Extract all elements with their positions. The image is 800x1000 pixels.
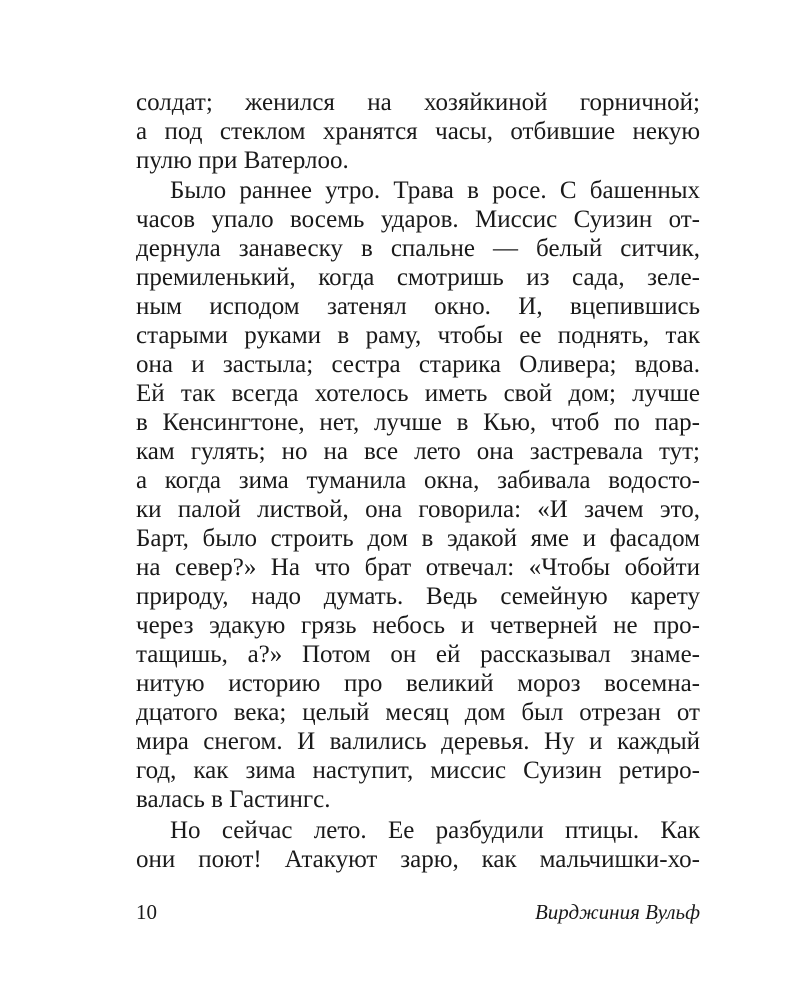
text-line: год, как зима наступит, миссис Суизин ретиро- [136,757,700,784]
text-line: она и застыла; сестра старика Оливера; вдова. [136,351,700,378]
text-line: часов упало восемь ударов. Миссис Суизин от- [136,206,700,233]
text-line: валась в Гастингс. [136,786,331,813]
text-line: Барт, было строить дом в эдакой яме и фасадом [136,525,700,552]
text-line: Ей так всегда хотелось иметь свой дом; лучше [136,380,700,407]
text-line: старыми руками в раму, чтобы ее поднять, так [136,322,700,349]
text-line: солдат; женился на хозяйкиной горничной; [136,89,700,116]
text-line: природу, надо думать. Ведь семейную карету [136,583,700,610]
page-number: 10 [136,900,157,924]
text-line: а под стеклом хранятся часы, отбившие некую [136,118,700,145]
text-line: через эдакую грязь небось и четверней не про- [136,612,700,639]
text-line: кам гулять; но на все лето она застревала тут; [136,438,700,465]
text-line: ным исподом затенял окно. И, вцепившись [136,293,700,320]
text-line: дернула занавеску в спальне — белый ситчик, [136,235,700,262]
text-line: мира снегом. И валились деревья. Ну и каждый [136,728,700,755]
text-line: дцатого века; целый месяц дом был отрезан от [136,699,700,726]
text-line: ки палой листвой, она говорила: «И зачем это, [136,496,700,523]
text-line: на север?» На что брат отвечал: «Чтобы обойти [136,554,700,581]
text-line: пулю при Ватерлоо. [136,147,349,174]
text-line: премиленький, когда смотришь из сада, зеле- [136,264,700,291]
text-line: они поют! Атакуют зарю, как мальчишки-хо- [136,846,700,873]
text-line: а когда зима туманила окна, забивала водосто- [136,467,700,494]
text-line: нитую историю про великий мороз восемна- [136,670,700,697]
text-line: Но сейчас лето. Ее разбудили птицы. Как [170,817,700,844]
text-line: в Кенсингтоне, нет, лучше в Кью, чтоб по пар- [136,409,700,436]
text-line: тащишь, а?» Потом он ей рассказывал знаме- [136,641,700,668]
text-line: Было раннее утро. Трава в росе. С башенных [170,177,700,204]
running-footer-author: Вирджиния Вульф [534,900,700,924]
